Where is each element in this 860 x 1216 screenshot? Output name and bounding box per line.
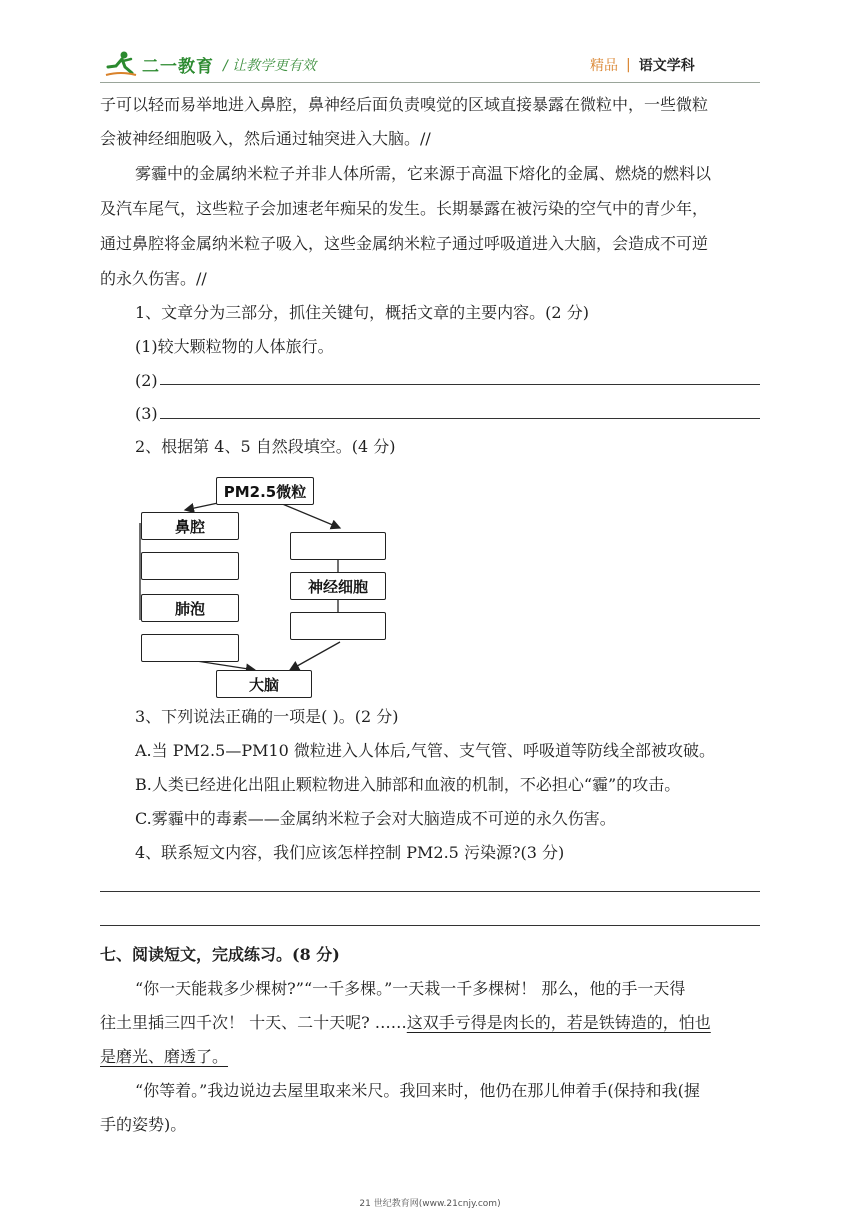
section7-line: 手的姿势)。 bbox=[100, 1115, 187, 1134]
section-7-title: 七、阅读短文，完成练习。(8 分) bbox=[100, 945, 340, 964]
question-2: 2、根据第 4、5 自然段填空。(4 分) bbox=[135, 437, 396, 456]
diagram-box-brain: 大脑 bbox=[216, 670, 312, 698]
diagram-blank-box[interactable] bbox=[290, 612, 386, 640]
header-subject bbox=[590, 55, 695, 75]
question-1: 1、文章分为三部分，抓住关键句，概括文章的主要内容。(2 分) bbox=[135, 303, 589, 322]
underlined-sentence: 是磨光、磨透了。 bbox=[100, 1047, 229, 1066]
runner-logo-icon bbox=[104, 50, 138, 78]
q1-answer-3-line[interactable] bbox=[160, 418, 760, 419]
section7-text: 往土里插三四千次！ 十天、二十天呢? …… bbox=[100, 1013, 407, 1032]
passage-line: 子可以轻而易举地进入鼻腔，鼻神经后面负责嗅觉的区域直接暴露在微粒中，一些微粒 bbox=[100, 95, 709, 114]
question-3: 3、下列说法正确的一项是( )。(2 分) bbox=[135, 707, 399, 726]
header-divider bbox=[100, 82, 760, 83]
q3-option-a[interactable]: A.当 PM2.5—PM10 微粒进入人体后,气管、支气管、呼吸道等防线全部被攻破。 bbox=[135, 741, 716, 760]
passage-line: 会被神经细胞吸入，然后通过轴突进入大脑。// bbox=[100, 129, 431, 148]
diagram-box-pm25: PM2.5微粒 bbox=[216, 477, 314, 505]
underlined-sentence: 这双手亏得是肉长的，若是铁铸造的，怕也 bbox=[406, 1013, 711, 1032]
q4-answer-line[interactable] bbox=[100, 925, 760, 926]
header-separator: | bbox=[626, 57, 631, 73]
page-footer: 21 世纪教育网(www.21cnjy.com) bbox=[359, 1199, 501, 1209]
slogan: / 让教学更有效 bbox=[223, 58, 317, 74]
logo-text: 二一教育 bbox=[142, 56, 214, 77]
q1-answer-3-label: (3) bbox=[135, 404, 158, 423]
passage-line: 的永久伤害。// bbox=[100, 269, 207, 288]
section7-line: “你等着。”我边说边去屋里取来米尺。我回来时，他仍在那儿伸着手(保持和我(握 bbox=[135, 1081, 700, 1100]
section7-line bbox=[100, 1040, 228, 1074]
diagram-blank-box[interactable] bbox=[290, 532, 386, 560]
subject-label: 语文学科 bbox=[638, 58, 695, 74]
diagram-box-nasal-cavity: 鼻腔 bbox=[141, 512, 239, 540]
section7-line: “你一天能栽多少棵树?”“一千多棵。”一天栽一千多棵树！ 那么，他的手一天得 bbox=[135, 979, 686, 998]
q1-answer-1: (1)较大颗粒物的人体旅行。 bbox=[135, 337, 334, 356]
q1-answer-2-label: (2) bbox=[135, 371, 158, 390]
logo bbox=[104, 49, 214, 79]
section7-line bbox=[100, 1006, 711, 1040]
q3-option-c[interactable]: C.雾霾中的毒素——金属纳米粒子会对大脑造成不可逆的永久伤害。 bbox=[135, 809, 616, 828]
diagram-box-nerve-cell: 神经细胞 bbox=[290, 572, 386, 600]
diagram-blank-box[interactable] bbox=[141, 634, 239, 662]
passage-line: 雾霾中的金属纳米粒子并非人体所需，它来源于高温下熔化的金属、燃烧的燃料以 bbox=[135, 164, 712, 183]
q1-answer-2-line[interactable] bbox=[160, 384, 760, 385]
premium-tag: 精品 bbox=[590, 58, 618, 74]
question-4: 4、联系短文内容，我们应该怎样控制 PM2.5 污染源?(3 分) bbox=[135, 843, 565, 862]
passage-line: 通过鼻腔将金属纳米粒子吸入，这些金属纳米粒子通过呼吸道进入大脑，会造成不可逆 bbox=[100, 234, 709, 253]
passage-line: 及汽车尾气，这些粒子会加速老年痴呆的发生。长期暴露在被污染的空气中的青少年， bbox=[100, 199, 709, 218]
diagram-blank-box[interactable] bbox=[141, 552, 239, 580]
q4-answer-line[interactable] bbox=[100, 891, 760, 892]
q3-option-b[interactable]: B.人类已经进化出阻止颗粒物进入肺部和血液的机制，不必担心“霾”的攻击。 bbox=[135, 775, 681, 794]
diagram-box-alveoli: 肺泡 bbox=[141, 594, 239, 622]
